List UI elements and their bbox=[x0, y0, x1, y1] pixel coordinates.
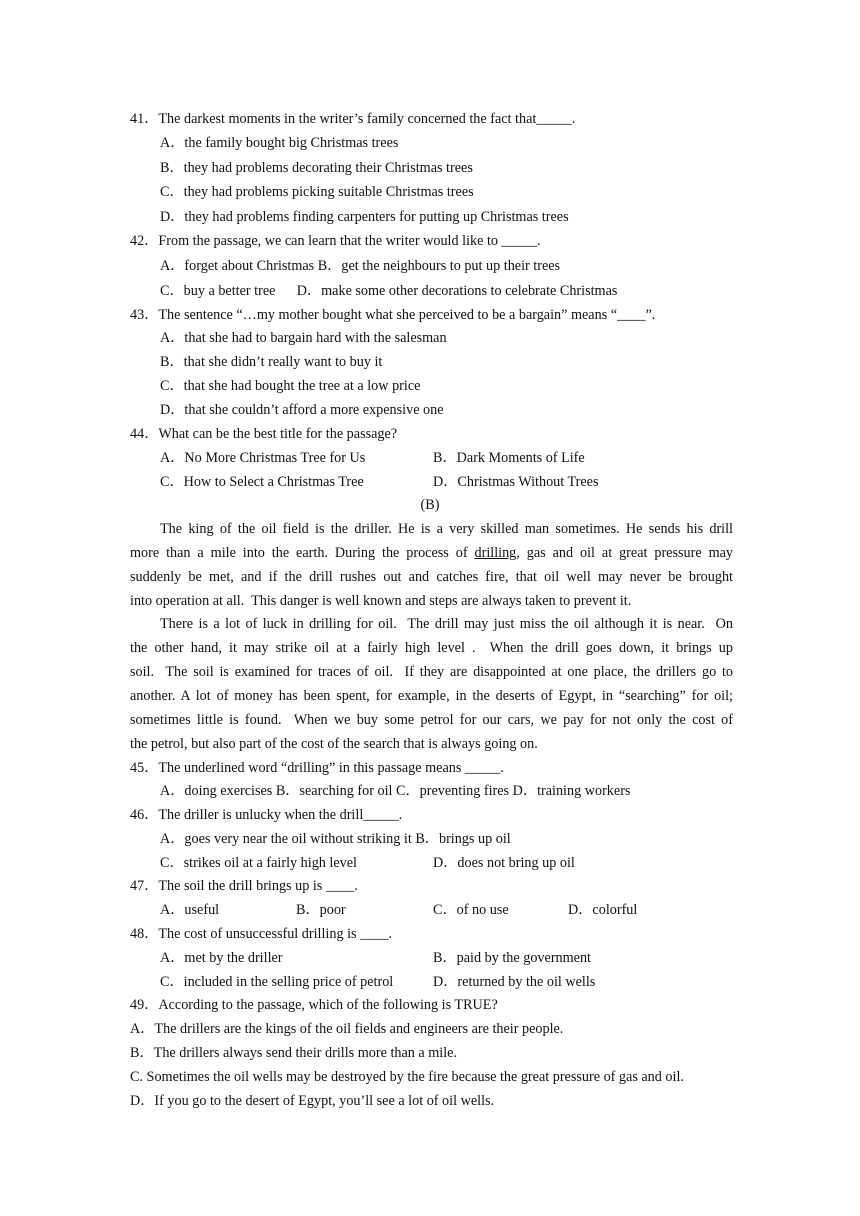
passage-b-p1-line3: suddenly be met, and if the drill rushes out and catches fire, that oil well may never be brought bbox=[130, 569, 733, 585]
question-49-option-b: B．The drillers always send their drills more than a mile. bbox=[130, 1045, 458, 1061]
passage-b-p2-line1: There is a lot of luck in drilling for oil. The drill may just miss the oil although it is near. On bbox=[160, 616, 733, 632]
passage-text: , gas and oil at great pressure may bbox=[516, 545, 733, 561]
question-42-options-cd: C．buy a better tree D．make some other decorations to celebrate Christmas bbox=[160, 283, 618, 299]
passage-b-p1-line1: The king of the oil field is the driller. He is a very skilled man sometimes. He sends his drill bbox=[160, 521, 733, 537]
question-47-option-a: A．useful bbox=[160, 902, 220, 918]
passage-b-p2-line3: soil. The soil is examined for traces of oil. If they are disappointed at one place, the drillers go to bbox=[130, 664, 733, 680]
question-49-option-c: C. Sometimes the oil wells may be destroyed by the fire because the great pressure of gas and oil. bbox=[130, 1069, 684, 1085]
question-49-stem: 49．According to the passage, which of the following is TRUE? bbox=[130, 997, 498, 1013]
passage-b-p1-line2 bbox=[130, 544, 733, 562]
question-48-option-c: C．included in the selling price of petrol bbox=[160, 974, 394, 990]
question-45-stem: 45．The underlined word “drilling” in this passage means _____. bbox=[130, 760, 504, 776]
question-44-option-c: C．How to Select a Christmas Tree bbox=[160, 474, 364, 490]
question-43-option-d: D．that she couldn’t afford a more expensive one bbox=[160, 402, 444, 418]
question-44-option-d: D．Christmas Without Trees bbox=[433, 474, 599, 490]
underlined-word-drilling: drilling bbox=[474, 545, 517, 561]
question-47-option-d: D．colorful bbox=[568, 902, 638, 918]
passage-b-p1-line4: into operation at all. This danger is well known and steps are always taken to prevent it. bbox=[130, 593, 632, 609]
section-b-heading: (B) bbox=[420, 497, 440, 513]
question-43-option-c: C．that she had bought the tree at a low price bbox=[160, 378, 421, 394]
question-42-options-ab: A．forget about Christmas B．get the neighbours to put up their trees bbox=[160, 258, 561, 274]
question-48-option-a: A．met by the driller bbox=[160, 950, 283, 966]
passage-b-p2-line5: sometimes little is found. When we buy some petrol for our cars, we pay for not only the cost of bbox=[130, 712, 733, 728]
question-49-option-d: D．If you go to the desert of Egypt, you’ll see a lot of oil wells. bbox=[130, 1093, 495, 1109]
question-46-option-c: C．strikes oil at a fairly high level bbox=[160, 855, 358, 871]
question-47-stem: 47．The soil the drill brings up is ____. bbox=[130, 878, 358, 894]
question-44-stem: 44．What can be the best title for the passage? bbox=[130, 426, 398, 442]
passage-b-p2-line2: the other hand, it may strike oil at a fairly high level . When the drill goes down, it brings up bbox=[130, 640, 733, 656]
question-41-option-a: A．the family bought big Christmas trees bbox=[160, 135, 399, 151]
question-49-option-a: A．The drillers are the kings of the oil fields and engineers are their people. bbox=[130, 1021, 564, 1037]
question-47-option-c: C．of no use bbox=[433, 902, 509, 918]
question-41-stem: 41．The darkest moments in the writer’s family concerned the fact that_____. bbox=[130, 111, 576, 127]
question-43-option-b: B．that she didn’t really want to buy it bbox=[160, 354, 383, 370]
passage-b-p2-line4: another. A lot of money has been spent, for example, in the deserts of Egypt, in “searching” for oil; bbox=[130, 688, 733, 704]
question-47-option-b: B．poor bbox=[296, 902, 346, 918]
question-48-option-b: B．paid by the government bbox=[433, 950, 592, 966]
question-42-stem: 42．From the passage, we can learn that the writer would like to _____. bbox=[130, 233, 541, 249]
question-43-option-a: A．that she had to bargain hard with the salesman bbox=[160, 330, 447, 346]
question-41-option-b: B．they had problems decorating their Christmas trees bbox=[160, 160, 473, 176]
question-48-stem: 48．The cost of unsuccessful drilling is ____. bbox=[130, 926, 393, 942]
question-48-option-d: D．returned by the oil wells bbox=[433, 974, 596, 990]
question-46-options-ab: A．goes very near the oil without striking it B．brings up oil bbox=[160, 831, 511, 847]
question-43-stem: 43．The sentence “…my mother bought what she perceived to be a bargain” means “____”. bbox=[130, 307, 656, 323]
question-41-option-d: D．they had problems finding carpenters for putting up Christmas trees bbox=[160, 209, 569, 225]
question-41-option-c: C．they had problems picking suitable Christmas trees bbox=[160, 184, 474, 200]
question-46-stem: 46．The driller is unlucky when the drill_____. bbox=[130, 807, 403, 823]
passage-b-p2-line6: the petrol, but also part of the cost of the search that is always going on. bbox=[130, 736, 538, 752]
passage-text: more than a mile into the earth. During the process of bbox=[130, 545, 475, 561]
question-44-option-a: A．No More Christmas Tree for Us bbox=[160, 450, 366, 466]
question-44-option-b: B．Dark Moments of Life bbox=[433, 450, 585, 466]
question-45-options: A．doing exercises B．searching for oil C．preventing fires D．training workers bbox=[160, 783, 631, 799]
question-46-option-d: D．does not bring up oil bbox=[433, 855, 575, 871]
